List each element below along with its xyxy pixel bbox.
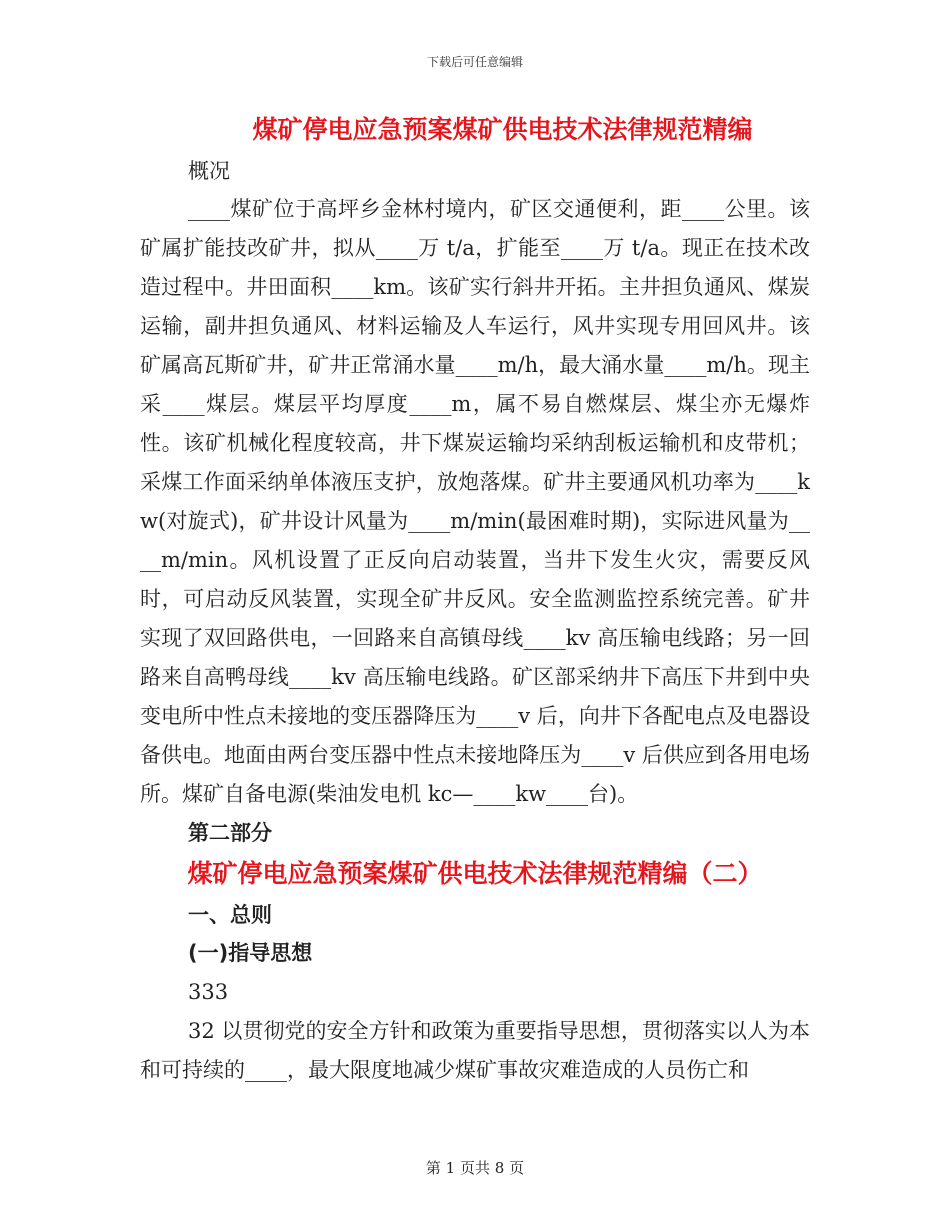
document-title: 煤矿停电应急预案煤矿供电技术法律规范精编 [252,115,753,144]
section-heading-part2: 第二部分 [188,821,272,845]
guiding-paragraph: 32 以贯彻党的安全方针和政策为重要指导思想，贯彻落实以人为本和可持续的____，最大限度地减少煤矿事故灾难造成的人员伤亡和 [140,1019,810,1082]
document-title-part2: 煤矿停电应急预案煤矿供电技术法律规范精编（二） [187,859,763,888]
number-line: 333 [188,980,229,1004]
section-heading-general: 一、总则 [188,903,272,927]
page-footer: 第 1 页共 8 页 [425,1159,525,1177]
section-heading-guiding: (一)指导思想 [188,941,313,965]
page-header: 下载后可任意编辑 [426,55,523,69]
overview-paragraph: ____煤矿位于高坪乡金林村境内，矿区交通便利，距____公里。该矿属扩能技改矿井，拟从____万 t/a，扩能至____万 t/a。现正在技术改造过程中。井田面积____km。该矿实行斜井开拓。主井担负通风、煤炭运输，副井担负通风、材料运输及人车运行，风井实现专用回风井。该矿属高瓦斯矿井，矿井正常涌水量____m/h，最大涌水量____m/h。现主采____煤层。煤层平均厚度____m，属不易自燃煤层、煤尘亦无爆炸性。该矿机械化程度较高，井下煤炭运输均采纳刮板运输机和皮带机；采煤工作面采纳单体液压支护，放炮落煤。矿井主要通风机功率为____kw(对旋式)，矿井设计风量为____m/min(最困难时期)，实际进风量为____m/min。风机设置了正反向启动装置，当井下发生火灾，需要反风时，可启动反风装置，实现全矿井反风。安全监测监控系统完善。矿井实现了双回路供电，一回路来自高镇母线____kv 高压输电线路；另一回路来自高鸭母线____kv 高压输电线路。矿区部采纳井下高压下井到中央变电所中性点未接地的变压器降压为____v 后，向井下各配电点及电器设备供电。地面由两台变压器中性点未接地降压为____v 后供应到各用电场所。煤矿自备电源(柴油发电机 kc—____kw____台)。 [140,197,810,806]
section-heading-overview: 概况 [188,159,230,183]
document-body [140,108,810,1090]
